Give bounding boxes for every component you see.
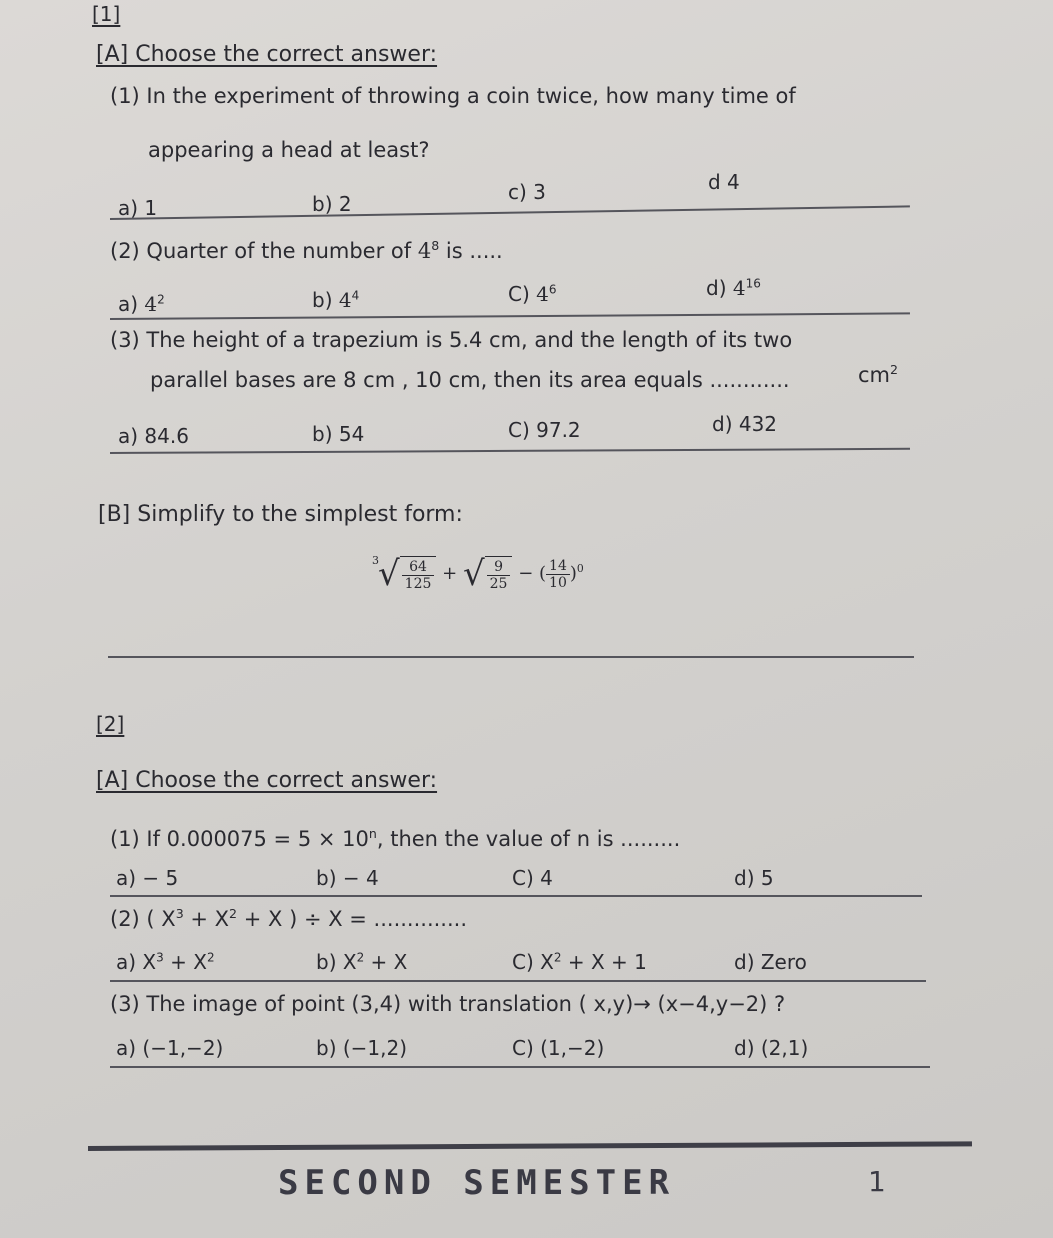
s1-q3-line1: (3) The height of a trapezium is 5.4 cm, and the length of its two bbox=[110, 328, 793, 352]
s1-q2-separator bbox=[110, 312, 910, 320]
section-1-partB-heading: [B] Simplify to the simplest form: bbox=[98, 502, 463, 527]
s2-q3-option-a: a) (−1,−2) bbox=[116, 1036, 224, 1060]
s1-q3-unit: $cm^2$ bbox=[858, 362, 899, 387]
s1-q3-option-d: d) 432 bbox=[712, 412, 778, 436]
square-root: √ $\frac{9}{25}$ bbox=[463, 556, 513, 592]
s2-q1-text: (1) If $0.000075 = 5 \times 10^n$, then the value of n is ......... bbox=[110, 826, 681, 851]
section-2-number: [2] bbox=[96, 712, 125, 736]
s2-q1-option-b: b) − 4 bbox=[316, 866, 379, 890]
s2-q2-option-d: d) Zero bbox=[734, 950, 807, 974]
s1-q1-line1: (1) In the experiment of throwing a coin twice, how many time of bbox=[110, 84, 796, 108]
s2-q2-separator bbox=[110, 980, 926, 982]
footer-title: SECOND SEMESTER bbox=[278, 1163, 676, 1203]
simplify-expression: 3 √ $\frac{64}{125}$ + √ $\frac{9}{25}$ − ( $\frac{14}{10}$ )$^0$ bbox=[372, 554, 584, 594]
cube-root: 3 √ $\frac{64}{125}$ bbox=[378, 556, 436, 592]
s2-q2-text: (2) ( $X^3 + X^2 + X$ ) ÷ X = .............. bbox=[110, 906, 467, 931]
s1-q2-suffix: is ..... bbox=[439, 239, 503, 263]
s2-q2-option-a: a) $X^3 + X^2$ bbox=[116, 950, 215, 974]
s1-q3-separator bbox=[110, 448, 910, 454]
s1-q2-option-b: b) $4^4$ bbox=[312, 288, 360, 312]
s2-q3-text: (3) The image of point (3,4) with translation ( x,y)→ (x−4,y−2) ? bbox=[110, 992, 786, 1016]
s1-q2-prefix: (2) Quarter of the number of bbox=[110, 239, 418, 263]
footer-divider bbox=[88, 1141, 972, 1151]
section-1-number: [1] bbox=[92, 2, 121, 26]
s2-q3-option-c: C) (1,−2) bbox=[512, 1036, 605, 1060]
s2-q3-separator bbox=[110, 1066, 930, 1068]
s1-q2-option-c: C) $4^6$ bbox=[508, 282, 557, 306]
s2-q1-separator bbox=[110, 895, 922, 897]
partB-answer-line bbox=[108, 656, 914, 658]
s1-q1-separator bbox=[110, 205, 910, 220]
s1-q3-option-b: b) 54 bbox=[312, 422, 365, 446]
s2-q1-option-d: d) 5 bbox=[734, 866, 774, 890]
s2-q1-option-c: C) 4 bbox=[512, 866, 553, 890]
section-1-partA-heading: [A] Choose the correct answer: bbox=[96, 42, 438, 67]
s1-q1-option-c: c) 3 bbox=[508, 180, 546, 204]
s1-q2-option-a: a) $4^2$ bbox=[118, 292, 165, 316]
footer-page-number: 1 bbox=[868, 1165, 886, 1198]
s1-q1-option-b: b) 2 bbox=[312, 192, 352, 216]
s1-q2-base: 4 bbox=[417, 239, 432, 263]
s2-q2-option-c: C) $X^2 + X + 1$ bbox=[512, 950, 647, 974]
s1-q3-line2: parallel bases are 8 cm , 10 cm, then its area equals ............ bbox=[150, 368, 790, 392]
s1-q2-option-d: d) $4^{16}$ bbox=[706, 276, 761, 300]
s2-q2-option-b: b) $X^2 + X$ bbox=[316, 950, 408, 974]
s2-q3-option-d: d) (2,1) bbox=[734, 1036, 809, 1060]
s1-q3-option-c: C) 97.2 bbox=[508, 418, 581, 442]
s1-q3-option-a: a) 84.6 bbox=[118, 424, 189, 448]
s1-q2-text bbox=[110, 238, 503, 263]
s1-q1-option-d: d 4 bbox=[708, 170, 740, 194]
section-2-partA-heading: [A] Choose the correct answer: bbox=[96, 768, 438, 793]
s1-q1-option-a: a) 1 bbox=[118, 196, 158, 220]
s2-q3-option-b: b) (−1,2) bbox=[316, 1036, 408, 1060]
s1-q2-exp: 8 bbox=[431, 238, 440, 253]
s2-q1-option-a: a) − 5 bbox=[116, 866, 179, 890]
s1-q1-line2: appearing a head at least? bbox=[148, 138, 430, 162]
